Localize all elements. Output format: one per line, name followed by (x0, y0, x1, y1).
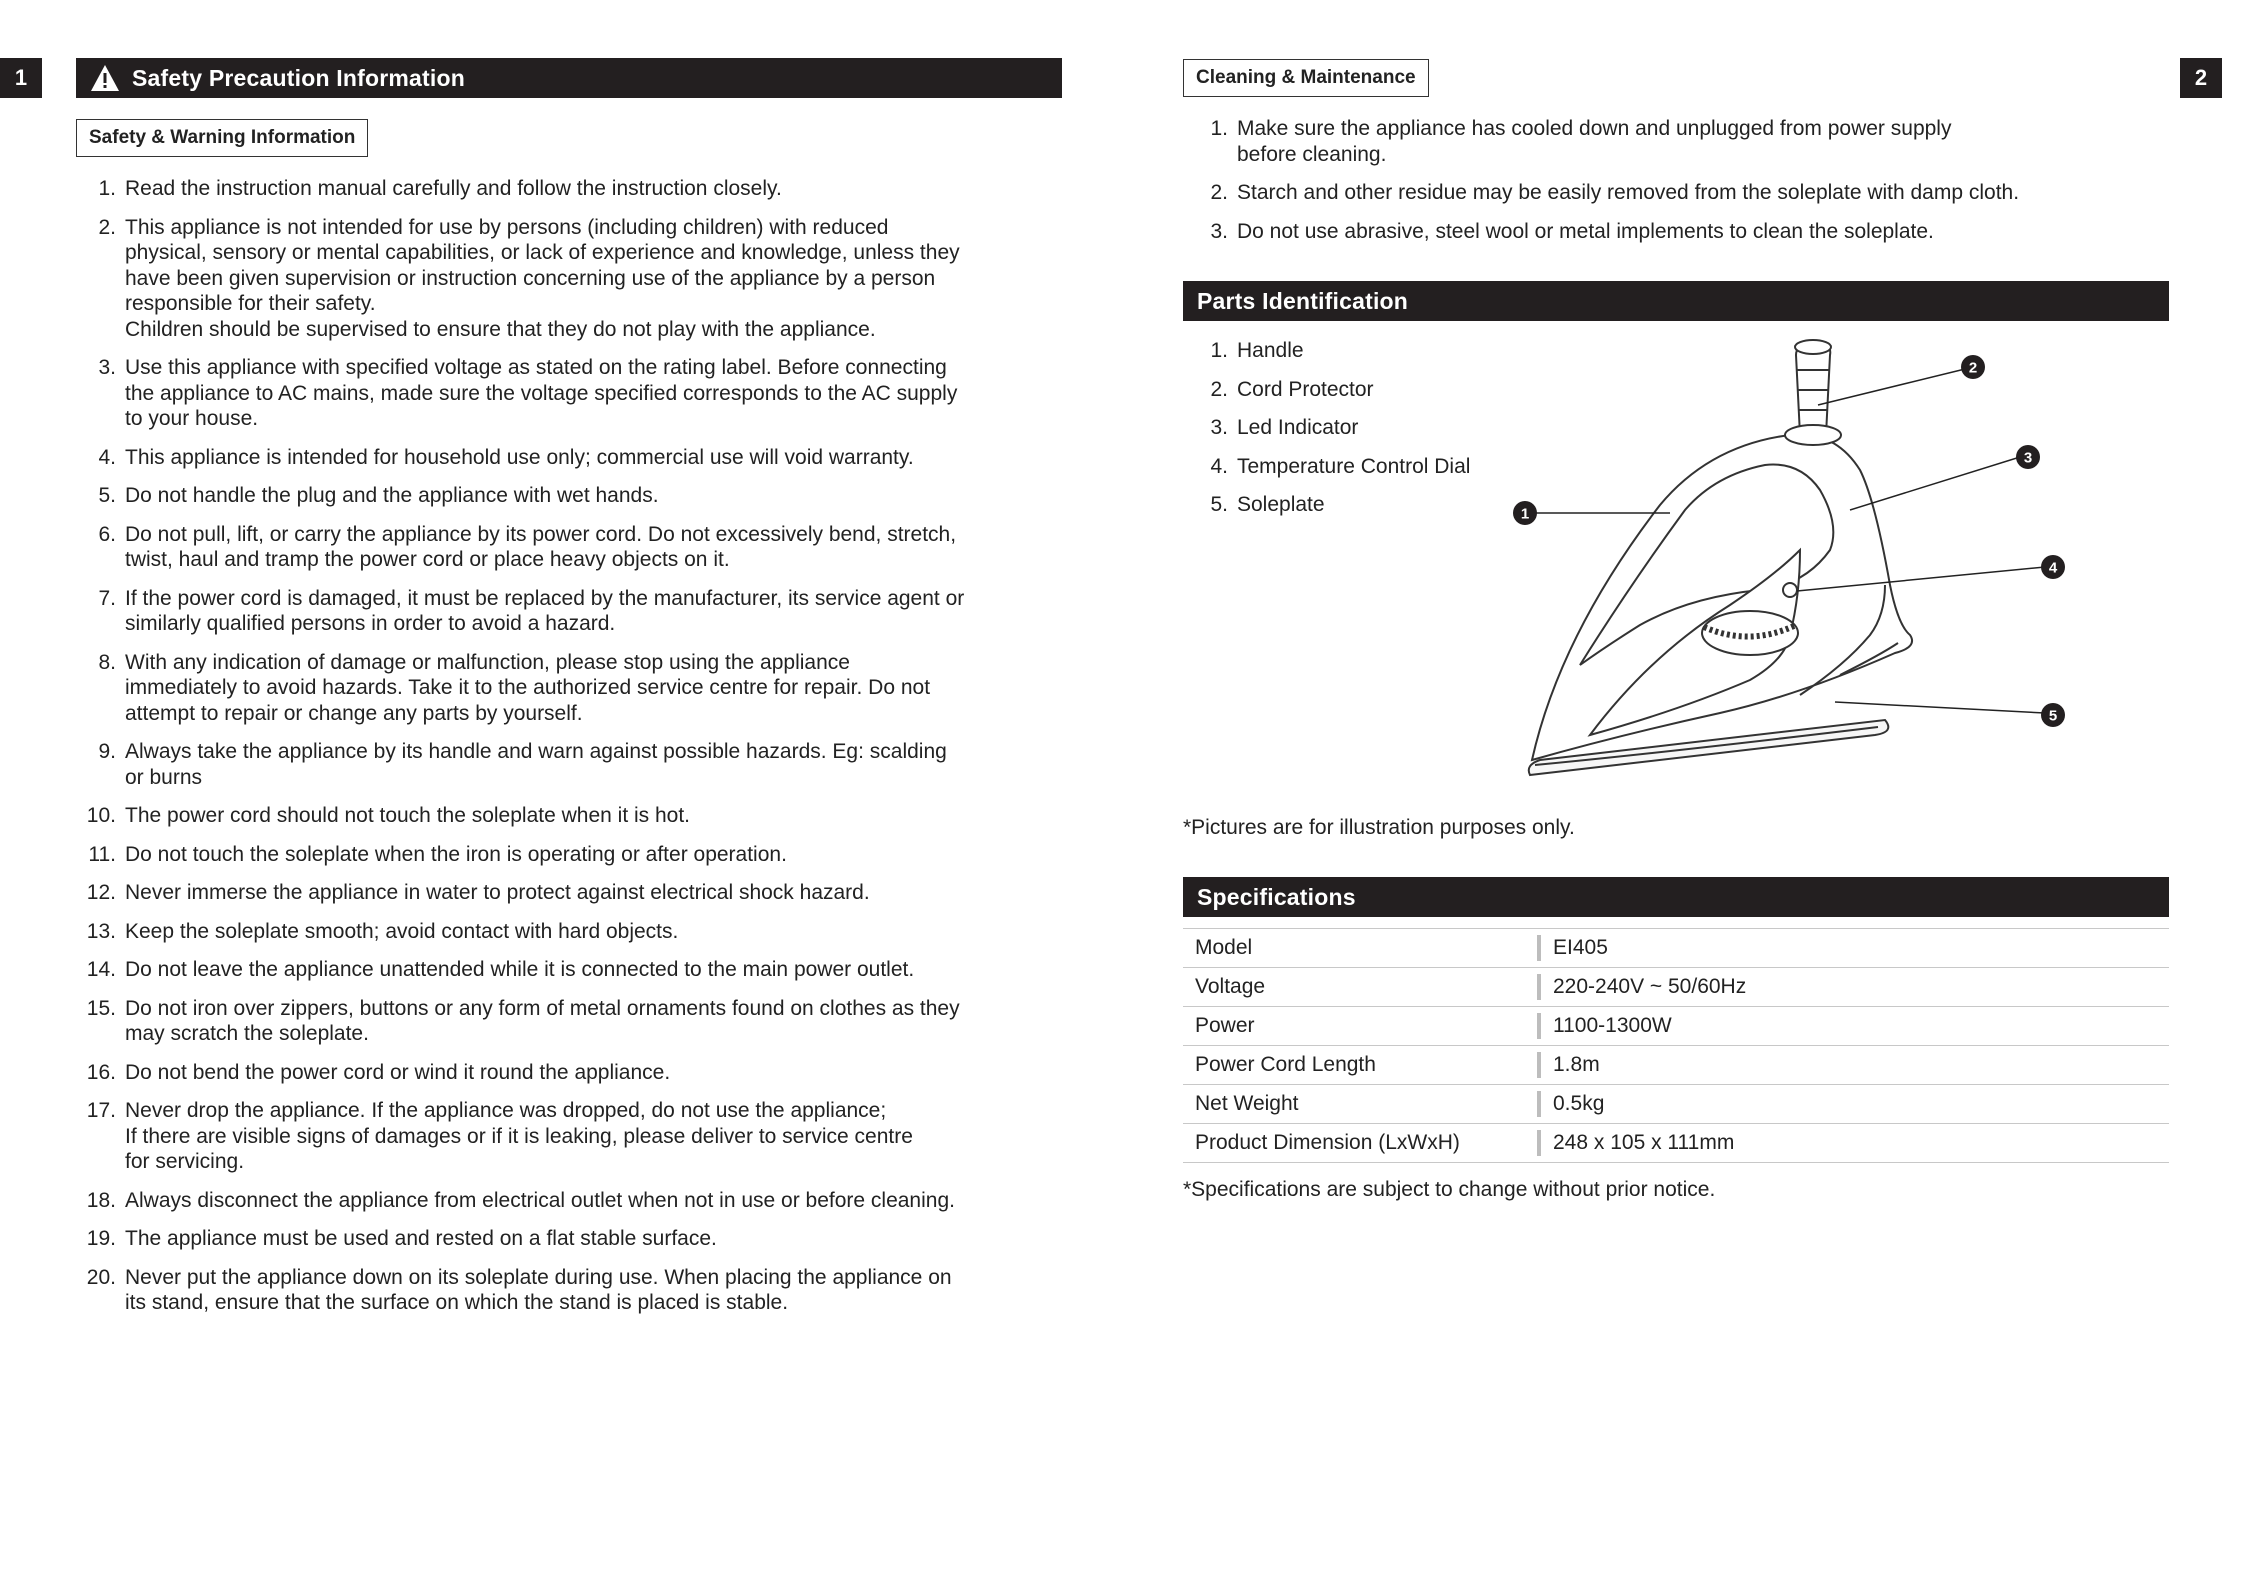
cleaning-item (1194, 219, 2194, 245)
cleaning-item (1194, 116, 2194, 167)
callout-2-label: 2 (1968, 359, 1978, 377)
safety-item-text: Always disconnect the appliance from electrical outlet when not in use or before cleaning. (125, 1188, 955, 1212)
safety-item-text: Never immerse the appliance in water to protect against electrical shock hazard. (125, 881, 870, 904)
safety-item (82, 880, 1082, 906)
spec-value: 0.5kg (1541, 1085, 2169, 1124)
safety-item-text: Use this appliance with specified voltage as stated on the rating label. Before connecting the appliance to AC mains, made sure the voltage specified corresponds to the AC supply to your house. (125, 356, 958, 430)
safety-item (82, 1060, 1082, 1086)
safety-item (82, 739, 1082, 790)
callout-1-label: 1 (1520, 505, 1530, 523)
safety-item-text: Do not leave the appliance unattended while it is connected to the main power outlet. (125, 958, 915, 981)
safety-item (82, 650, 1082, 727)
safety-item (82, 445, 1082, 471)
safety-item-text: The power cord should not touch the soleplate when it is hot. (125, 804, 691, 827)
safety-item-text: Read the instruction manual carefully and follow the instruction closely. (125, 177, 782, 200)
cleaning-section-title: Cleaning & Maintenance (1183, 59, 1429, 97)
safety-item-number: 17. (86, 1099, 116, 1122)
spec-row (1183, 1124, 2169, 1163)
parts-item-number: 5. (1210, 493, 1228, 516)
safety-item-text: Never put the appliance down on its soleplate during use. When placing the appliance on its stand, ensure that the surface on which the stand is placed is stable. (125, 1265, 952, 1314)
safety-item (82, 919, 1082, 945)
safety-item-number: 16. (86, 1060, 116, 1084)
spec-value: EI405 (1541, 929, 2169, 968)
safety-item-number: 6. (98, 522, 116, 546)
spec-row (1183, 929, 2169, 968)
parts-item-number: 4. (1210, 454, 1228, 478)
parts-item-number: 1. (1210, 339, 1228, 362)
steam-iron-illustration (1500, 335, 2090, 795)
cleaning-item-text: Do not use abrasive, steel wool or metal implements to clean the soleplate. (1237, 219, 1934, 243)
spec-value: 1100-1300W (1541, 1007, 2169, 1046)
safety-item (82, 355, 1082, 432)
safety-item-number: 12. (86, 881, 116, 904)
parts-section-title: Parts Identification (1197, 287, 1409, 314)
cleaning-item-text: Starch and other residue may be easily removed from the soleplate with damp cloth. (1237, 181, 2020, 204)
safety-item-text: If the power cord is damaged, it must be replaced by the manufacturer, its service agent or similarly qualified persons in order to avoid a hazard. (125, 586, 965, 635)
safety-subsection-title: Safety & Warning Information (76, 119, 368, 157)
left-page (0, 0, 1122, 1587)
safety-item-text: Always take the appliance by its handle and warn against possible hazards. Eg: scalding or burns (125, 740, 947, 789)
parts-item-text: Temperature Control Dial (1237, 454, 1471, 478)
parts-item-text: Led Indicator (1237, 416, 1359, 439)
specs-section-header (1183, 877, 2169, 917)
safety-item-number: 9. (98, 740, 116, 763)
safety-item-number: 18. (86, 1188, 116, 1212)
callout-5-label: 5 (2048, 707, 2058, 725)
safety-item (82, 1265, 1082, 1316)
safety-item-number: 3. (98, 356, 116, 379)
cleaning-list (1194, 116, 2194, 257)
spec-label: Power Cord Length (1183, 1046, 1537, 1085)
safety-item (82, 803, 1082, 829)
safety-item-number: 10. (86, 804, 116, 827)
callout-4-label: 4 (2048, 559, 2058, 577)
cleaning-item-number: 3. (1210, 219, 1228, 243)
spec-row (1183, 968, 2169, 1007)
spec-row (1183, 1085, 2169, 1124)
safety-item (82, 957, 1082, 983)
spec-label: Power (1183, 1007, 1537, 1046)
spec-row (1183, 1007, 2169, 1046)
safety-item (82, 1188, 1082, 1214)
spec-label: Voltage (1183, 968, 1537, 1007)
spec-label: Product Dimension (LxWxH) (1183, 1124, 1537, 1163)
safety-item-number: 20. (86, 1265, 116, 1289)
spec-label: Net Weight (1183, 1085, 1537, 1124)
cleaning-item-number: 2. (1210, 181, 1228, 204)
spec-label: Model (1183, 929, 1537, 968)
safety-item-number: 8. (98, 650, 116, 674)
safety-item (82, 483, 1082, 509)
warning-triangle-icon (90, 64, 120, 92)
cleaning-item-number: 1. (1210, 117, 1228, 140)
specs-section-title: Specifications (1197, 883, 1356, 910)
page-number-left: 1 (0, 58, 42, 98)
safety-item (82, 1226, 1082, 1252)
parts-item-text: Cord Protector (1237, 377, 1374, 401)
safety-item-number: 5. (98, 484, 116, 507)
safety-item-number: 19. (86, 1227, 116, 1250)
parts-item-text: Handle (1237, 339, 1304, 362)
safety-item-number: 7. (98, 586, 116, 610)
specs-note: *Specifications are subject to change without prior notice. (1183, 1178, 1716, 1201)
parts-item-number: 3. (1210, 416, 1228, 439)
safety-item (82, 1098, 1082, 1175)
safety-item-text: Do not bend the power cord or wind it round the appliance. (125, 1060, 671, 1084)
pictures-note: *Pictures are for illustration purposes only. (1183, 816, 1575, 839)
safety-item (82, 176, 1082, 202)
safety-item-number: 15. (86, 996, 116, 1020)
safety-section-title: Safety Precaution Information (132, 64, 465, 91)
safety-item-number: 11. (88, 842, 116, 866)
spec-row (1183, 1046, 2169, 1085)
safety-item-text: Do not pull, lift, or carry the appliance by its power cord. Do not excessively bend, stretch, twist, haul and tramp the power cord or place heavy objects on it. (125, 522, 957, 571)
safety-item-text: Do not iron over zippers, buttons or any form of metal ornaments found on clothes as they may scratch the soleplate. (125, 996, 960, 1045)
spec-value: 220-240V ~ 50/60Hz (1541, 968, 2169, 1007)
page-number-right: 2 (2180, 58, 2222, 98)
safety-item (82, 522, 1082, 573)
safety-item-number: 1. (98, 177, 116, 200)
safety-item (82, 215, 1082, 343)
cleaning-item-text: Make sure the appliance has cooled down and unplugged from power supply before cleaning. (1237, 117, 1952, 166)
safety-item (82, 842, 1082, 868)
specs-table (1183, 928, 2169, 1163)
spec-value: 1.8m (1541, 1046, 2169, 1085)
safety-item-number: 13. (86, 919, 116, 943)
safety-list (82, 176, 1082, 1329)
safety-item-text: With any indication of damage or malfunction, please stop using the appliance immediately to avoid hazards. Take it to the authorized service centre for repair. Do not attempt to repair or change any parts by yourself. (125, 650, 931, 725)
safety-item-number: 4. (98, 445, 116, 469)
safety-item-text: The appliance must be used and rested on a flat stable surface. (125, 1227, 717, 1250)
safety-item-text: This appliance is intended for household use only; commercial use will void warranty. (125, 445, 914, 469)
safety-item-number: 2. (98, 215, 116, 239)
safety-item-number: 14. (86, 958, 116, 981)
safety-item-text: This appliance is not intended for use by persons (including children) with reduced physical, sensory or mental capabilities, or lack of experience and knowledge, unless they have been given supervision or instruction concerning use of the appliance by a person responsible for their safety. Children should be supervised to ensure that they do not play with the appliance. (125, 215, 960, 341)
parts-item-text: Soleplate (1237, 493, 1325, 516)
safety-item-text: Do not touch the soleplate when the iron is operating or after operation. (125, 842, 787, 866)
safety-item (82, 586, 1082, 637)
safety-item-text: Do not handle the plug and the appliance with wet hands. (125, 484, 659, 507)
safety-section-header (76, 58, 1062, 98)
spec-value: 248 x 105 x 111mm (1541, 1124, 2169, 1163)
cleaning-item (1194, 180, 2194, 206)
callout-3-label: 3 (2023, 449, 2033, 467)
safety-item (82, 996, 1082, 1047)
parts-item-number: 2. (1210, 377, 1228, 401)
safety-item-text: Keep the soleplate smooth; avoid contact with hard objects. (125, 919, 679, 943)
safety-item-text: Never drop the appliance. If the appliance was dropped, do not use the appliance; If there are visible signs of damages or if it is leaking, please deliver to service centre for servicing. (125, 1099, 913, 1173)
parts-section-header (1183, 281, 2169, 321)
